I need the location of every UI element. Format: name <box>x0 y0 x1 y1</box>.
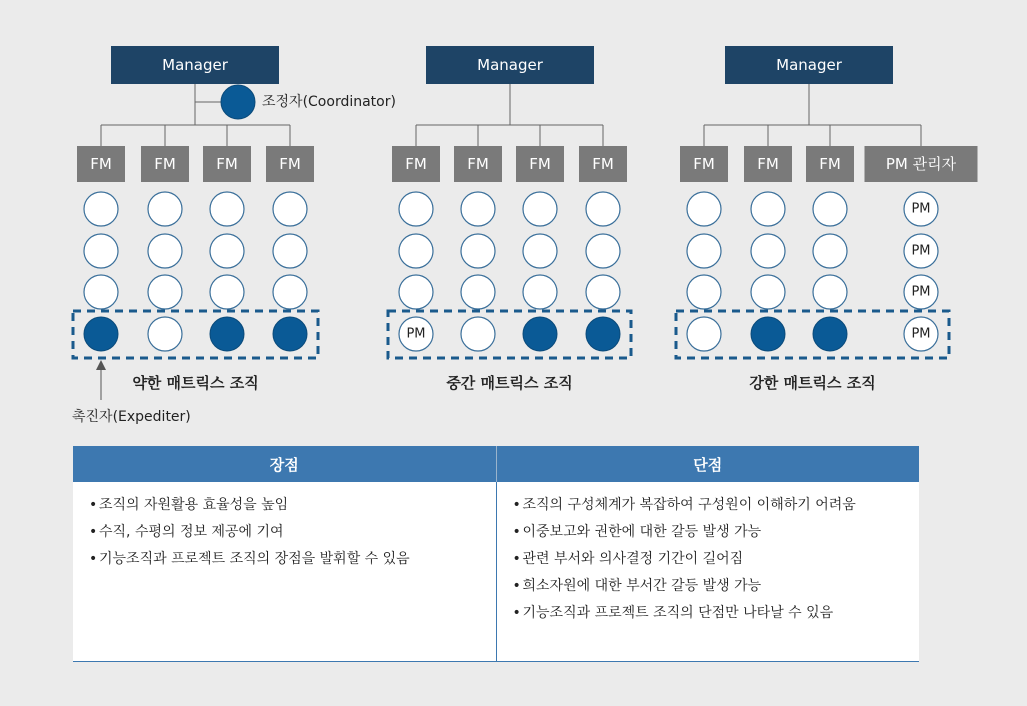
staff-circle <box>461 317 495 351</box>
staff-circle <box>813 192 847 226</box>
pros-list <box>89 492 484 573</box>
staff-circle <box>84 192 118 226</box>
staff-circle <box>399 234 433 268</box>
fm-label: FM <box>467 155 489 173</box>
staff-circle <box>813 275 847 309</box>
fm-label: FM <box>279 155 301 173</box>
pm-manager-label: PM 관리자 <box>885 155 957 173</box>
manager-label: Manager <box>776 56 842 74</box>
fm-label: FM <box>529 155 551 173</box>
staff-circle <box>813 234 847 268</box>
pros-header: 장점 <box>73 446 496 482</box>
project-member-circle-filled <box>273 317 307 351</box>
pros-item: • 수직, 수평의 정보 제공에 기여 <box>89 519 484 546</box>
staff-circle <box>751 275 785 309</box>
project-member-circle-filled <box>84 317 118 351</box>
staff-circle <box>84 234 118 268</box>
staff-circle <box>210 275 244 309</box>
staff-circle <box>523 192 557 226</box>
staff-circle <box>461 192 495 226</box>
expediter-label: 촉진자(Expediter) <box>72 409 191 425</box>
cons-item: • 조직의 구성체계가 복잡하여 구성원이 이해하기 어려움 <box>513 492 863 519</box>
staff-circle <box>148 234 182 268</box>
staff-circle <box>273 192 307 226</box>
pros-cons-table <box>73 446 919 662</box>
staff-circle <box>751 192 785 226</box>
cons-item: • 관련 부서와 의사결정 기간이 길어짐 <box>513 546 908 573</box>
staff-circle <box>523 275 557 309</box>
fm-label: FM <box>592 155 614 173</box>
staff-circle <box>586 234 620 268</box>
project-member-circle-filled <box>523 317 557 351</box>
diagram-caption: 중간 매트릭스 조직 <box>446 374 573 392</box>
coordinator-circle <box>221 85 255 119</box>
staff-circle <box>210 192 244 226</box>
staff-circle <box>148 192 182 226</box>
project-member-circle-filled <box>751 317 785 351</box>
project-member-circle-filled <box>813 317 847 351</box>
pm-circle-label: PM <box>911 243 931 259</box>
cons-cell <box>496 482 919 662</box>
cons-item: • 이중보고와 권한에 대한 갈등 발생 가능 <box>513 519 908 546</box>
cons-header: 단점 <box>496 446 919 482</box>
staff-circle <box>148 317 182 351</box>
fm-label: FM <box>757 155 779 173</box>
project-member-circle-filled <box>586 317 620 351</box>
staff-circle <box>461 275 495 309</box>
fm-label: FM <box>90 155 112 173</box>
staff-circle <box>687 192 721 226</box>
manager-label: Manager <box>162 56 228 74</box>
staff-circle <box>148 275 182 309</box>
cons-list <box>513 492 908 627</box>
fm-label: FM <box>405 155 427 173</box>
staff-circle <box>687 275 721 309</box>
pm-circle-label: PM <box>406 326 426 342</box>
staff-circle <box>751 234 785 268</box>
diagram-caption: 약한 매트릭스 조직 <box>132 374 259 392</box>
fm-label: FM <box>216 155 238 173</box>
cons-item: • 기능조직과 프로젝트 조직의 단점만 나타날 수 있음 <box>513 600 908 627</box>
staff-circle <box>586 275 620 309</box>
staff-circle <box>210 234 244 268</box>
arrow-up-icon <box>96 360 106 370</box>
pm-circle-label: PM <box>911 284 931 300</box>
diagram-caption: 강한 매트릭스 조직 <box>749 374 876 392</box>
staff-circle <box>586 192 620 226</box>
project-member-circle-filled <box>210 317 244 351</box>
staff-circle <box>399 275 433 309</box>
staff-circle <box>461 234 495 268</box>
staff-circle <box>273 275 307 309</box>
pros-cell <box>73 482 496 662</box>
staff-circle <box>687 234 721 268</box>
pros-item: • 기능조직과 프로젝트 조직의 장점을 발휘할 수 있음 <box>89 546 484 573</box>
staff-circle <box>84 275 118 309</box>
staff-circle <box>399 192 433 226</box>
pros-item: • 조직의 자원활용 효율성을 높임 <box>89 492 484 519</box>
fm-label: FM <box>693 155 715 173</box>
staff-circle <box>687 317 721 351</box>
coordinator-label: 조정자(Coordinator) <box>262 94 396 110</box>
pm-circle-label: PM <box>911 201 931 217</box>
fm-label: FM <box>154 155 176 173</box>
manager-label: Manager <box>477 56 543 74</box>
cons-item: • 희소자원에 대한 부서간 갈등 발생 가능 <box>513 573 908 600</box>
staff-circle <box>523 234 557 268</box>
fm-label: FM <box>819 155 841 173</box>
staff-circle <box>273 234 307 268</box>
pm-circle-label: PM <box>911 326 931 342</box>
